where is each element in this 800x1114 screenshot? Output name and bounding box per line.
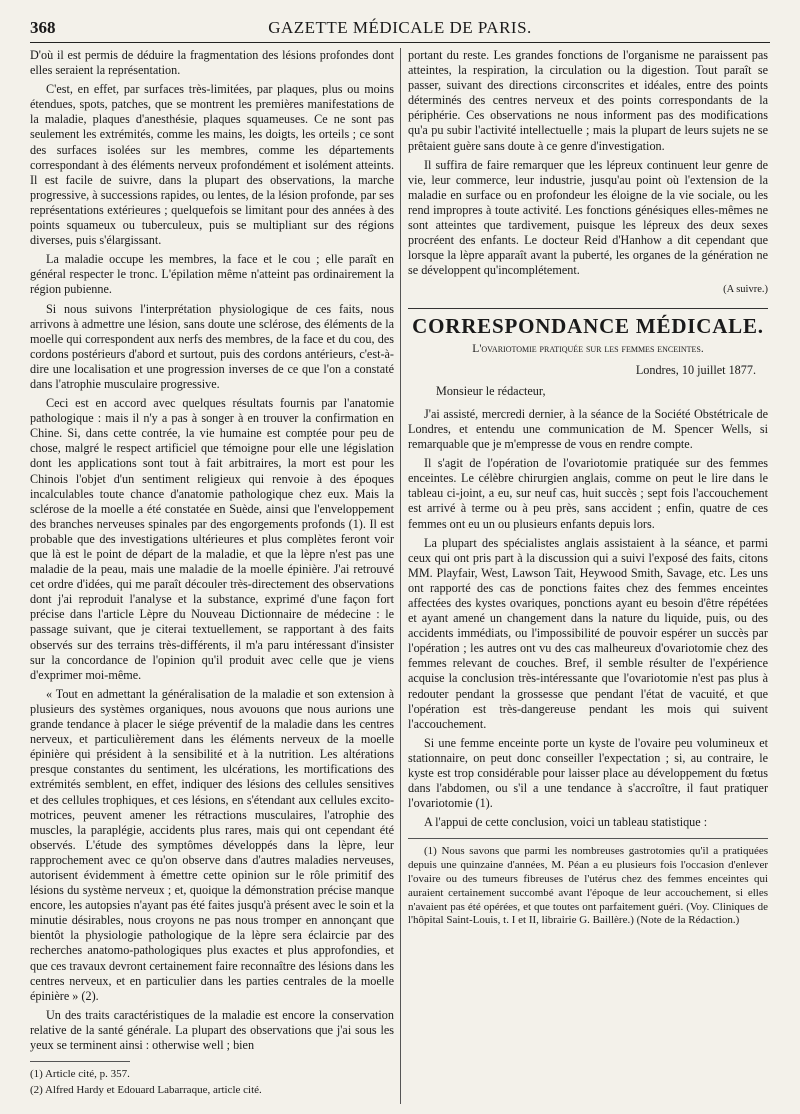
paragraph: Il suffira de faire remarquer que les lépreux continuent leur genre de vie, leur commerce, leur industrie, jusqu'au point où l'extension de la maladie en surface ou en profondeur les éloigne de la vie sociale, ou les rend impropres à toute activité. Les fonctions génésiques elles-mêmes ne sont atteintes que tardivement, puisque les lépreux des deux sexes procréent des enfants. Le docteur Reid d'Hanhow a dit cependant que lorsque la lèpre apparaît avant la puberté, les organes de la génération ne se développent qu'incomplétement. bbox=[408, 157, 768, 278]
paragraph: D'où il est permis de déduire la fragmentation des lésions profondes dont elles seraient la représentation. bbox=[30, 48, 394, 78]
paragraph: Si une femme enceinte porte un kyste de l'ovaire peu volumineux et stationnaire, on peut donc conseiller l'expectation ; si, au contraire, le kyste est trop considérable pour laisser place au développement du fœtus dans l'abdomen, ou s'il a une tendance à s'accroître, il faut pratiquer l'ovariotomie (1). bbox=[408, 735, 768, 811]
paragraph: La maladie occupe les membres, la face et le cou ; elle paraît en général respecter le tronc. L'épilation même n'atteint pas ordinairement la région pubienne. bbox=[30, 252, 394, 297]
paragraph: Un des traits caractéristiques de la maladie est encore la conservation relative de la santé générale. La plupart des observations que j'ai sous les yeux se terminent ainsi : otherwise well ; bien bbox=[30, 1007, 394, 1052]
section-title: CORRESPONDANCE MÉDICALE. bbox=[412, 313, 764, 338]
paragraph: A l'appui de cette conclusion, voici un tableau statistique : bbox=[424, 815, 708, 830]
footnote: (1) Article cité, p. 357. bbox=[30, 1068, 130, 1081]
right-column bbox=[408, 48, 768, 1106]
salutation: Monsieur le rédacteur, bbox=[436, 383, 546, 398]
article-subtitle: L'ovariotomie pratiquée sur les femmes enceintes. bbox=[472, 342, 704, 355]
paragraph: La plupart des spécialistes anglais assistaient à la séance, et parmi ceux qui ont pris part à la discussion qui a suivi l'exposé des faits, citons MM. Playfair, West, Lawson Tait, Heywood Smith, Savage, etc. Les uns ont rapporté des cas de ponctions faites chez des femmes enceintes affectées des kystes ovariques, ponctions ayant eu besoin d'être répétées et ayant amené un changement dans la nature du liquide, puis, ou des accidents immédiats, ou l'impossibilité de pouvoir espérer un succès par l'opération ; les autres ont vu des cas malheureux d'ovariotomie chez des femmes relevant de couches. Bref, il semble résulter de l'expérience acquise la conclusion très-intéressante que l'ovariotomie n'est pas plus à redouter pendant la grossesse que pendant l'état de vacuité, et que l'opération est très-dangereuse pendant les mois qui suivent l'accouchement. bbox=[408, 535, 768, 731]
paragraph: C'est, en effet, par surfaces très-limitées, par plaques, plus ou moins étendues, spots, patches, que se montrent les premières manifestations de la maladie, plaques d'anesthésie, plaques squameuses. Ce ne sont pas seulement les extrémités, comme les mains, les doigts, les orteils ; ce sont des surfaces isolées sur les membres, comme les départements correspondant à des éléments nerveux profondément et isolément atteints. Il est facile de suivre, dans la plupart des observations, la marche progressive, à successions rapides, ou lentes, de la lésion profonde, par ses représentations extérieures ; quelquefois se limitant pour des années à des points squameux ou tuberculeux, puis se multipliant sur des régions diverses, puis s'élargissant. bbox=[30, 82, 394, 248]
footnote: (2) Alfred Hardy et Edouard Labarraque, article cité. bbox=[30, 1083, 262, 1096]
footnote-section bbox=[408, 838, 768, 928]
left-column bbox=[30, 48, 394, 1106]
to-be-continued: (A suivre.) bbox=[723, 284, 768, 296]
column-divider bbox=[400, 48, 401, 1104]
paragraph: portant du reste. Les grandes fonctions de l'organisme ne paraissent pas atteintes, la respiration, la circulation ou la digestion. Tout paraît se passer, suivant des directions circonscrites et idéales, entre des points déterminés des centres nerveux et des points correspondants de la périphérie. Ces observations ne nous informent pas des modifications qu'a pu subir l'activité intellectuelle ; mais la plupart de leurs sujets ne se prêtaient guère sans doute à ce genre d'investigation. bbox=[408, 48, 768, 153]
paragraph: Ceci est en accord avec quelques résultats fournis par l'anatomie pathologique : mais il n'y a pas à songer à en trouver la confirmation en Chine. Si, dans cette contrée, la vie humaine est comptée pour peu de chose, malgré le respect artificiel que témoigne pour elle une législation dont les applications sont tout à fait arbitraires, la mort est pour les Chinois l'objet d'un sentiment religieux qui renvoie à des époques incalculables toute chance d'anatomie pathologique chez eux. Mais la sclérose de la moelle a été constatée en Suède, ainsi que l'enveloppement des branches nerveuses spinales par des engorgements profonds (1). Il est probable que des investigations ultérieures et plus complètes feront voir que là est le point de départ de la maladie, et que la lèpre n'est pas une maladie de la peau, mais une maladie de la moelle épinière. J'ai retrouvé cet ordre d'idées, qui me paraît découler très-directement des observations dont j'ai reproduit l'analyse et la substance, exprimé d'une façon fort précise dans l'article Lèpre du Nouveau Dictionnaire de médecine : le passage suivant, que je citerai textuellement, se rapportant à des faits observés sur des terrains très-différents, il m'a paru intéressant d'insister sur la concordance de l'opinion qu'il produit avec celle que je viens d'exprimer moi-même. bbox=[30, 396, 394, 682]
page-number: 368 bbox=[30, 18, 56, 37]
paragraph: Il s'agit de l'opération de l'ovariotomie pratiquée sur des femmes enceintes. Le célèbre chirurgien anglais, comme on peut le lire dans le tableau ci-joint, a eu, sur neuf cas, huit succès ; sept fois l'accouchement est arrivé à terme ou à peu près, sans accident ; enfin, quatre de ces femmes ont eu un ou plusieurs enfants depuis lors. bbox=[408, 456, 768, 531]
journal-title: GAZETTE MÉDICALE DE PARIS. bbox=[268, 18, 532, 37]
footnote: (1) Nous savons que parmi les nombreuses gastrotomies qu'il a pratiquées depuis une quinzaine d'années, M. Péan a eu plusieurs fois l'occasion d'enlever l'ovaire ou des tumeurs fibreuses de l'utérus chez des femmes enceintes qui auraient certainement succombé avant l'époque de leur accouchement, si elles n'avaient pas été opérées, et que toutes ont parfaitement guéri. (Voy. Cliniques de l'hôpital Saint-Louis, t. I et II, librairie G. Baillère.) (Note de la Rédaction.) bbox=[408, 845, 768, 927]
quotation-paragraph: « Tout en admettant la généralisation de la maladie et son extension à plusieurs des systèmes organiques, nous avouons que nous aurions une grande tendance à placer le siége préventif de la maladie dans les centres nerveux, et particulièrement dans les éléments nerveux de la moelle épinière qui président à la sensibilité et à la nutrition. Les altérations presque constantes du sentiment, les ulcérations, les mortifications des extrémités semblent, en effet, indiquer des lésions des cellules sensitives et des cellules trophiques, et ces lésions, en s'étendant aux cellules excito-motrices, peuvent amener les rétractions musculaires, l'atrophie des muscles, la paraplégie, accidents plus rares, mais qui ont cependant été observés. L'étude des symptômes développés dans la lèpre, leur rapprochement avec ce qu'on observe dans d'autres maladies nerveuses, autorisent évidemment à émettre cette opinion sur le rôle primitif des lésions du système nerveux ; et, quoique la démonstration précise manque encore, les autopsies n'ayant pas été faites jusqu'à présent avec le soin et la minutie désirables, nous croyons ne pas nous tromper en annonçant que bientôt la physiologie pathologique de la lèpre sera éclaircie par des recherches anatomo-pathologiques plus exactes et plus approfondies, et que ces travaux devront certainement faire reconnaître des lésions dans les centres nerveux, et en particulier dans les parties centrales de la moelle épinière » (2). bbox=[30, 686, 394, 1003]
footnote-divider bbox=[30, 1061, 130, 1062]
dateline: Londres, 10 juillet 1877. bbox=[635, 362, 756, 377]
paragraph: Si nous suivons l'interprétation physiologique de ces faits, nous arrivons à admettre une lésion, sans doute une sclérose, des éléments de la moelle qui correspondent aux nerfs des membres, de la face et du cou, des cordons postérieurs d'abord et surtout, puis des cordons antérieurs, c'est-à-dire une localisation et une progression inverses de ce que l'on a constaté dans l'atrophie musculaire progressive. bbox=[30, 301, 394, 391]
section-divider bbox=[408, 308, 768, 309]
page-header bbox=[30, 14, 770, 43]
paragraph: J'ai assisté, mercredi dernier, à la séance de la Société Obstétricale de Londres, et entendu une communication de M. Spencer Wells, si remarquable que je m'empresse de vous en rendre compte. bbox=[408, 406, 768, 452]
